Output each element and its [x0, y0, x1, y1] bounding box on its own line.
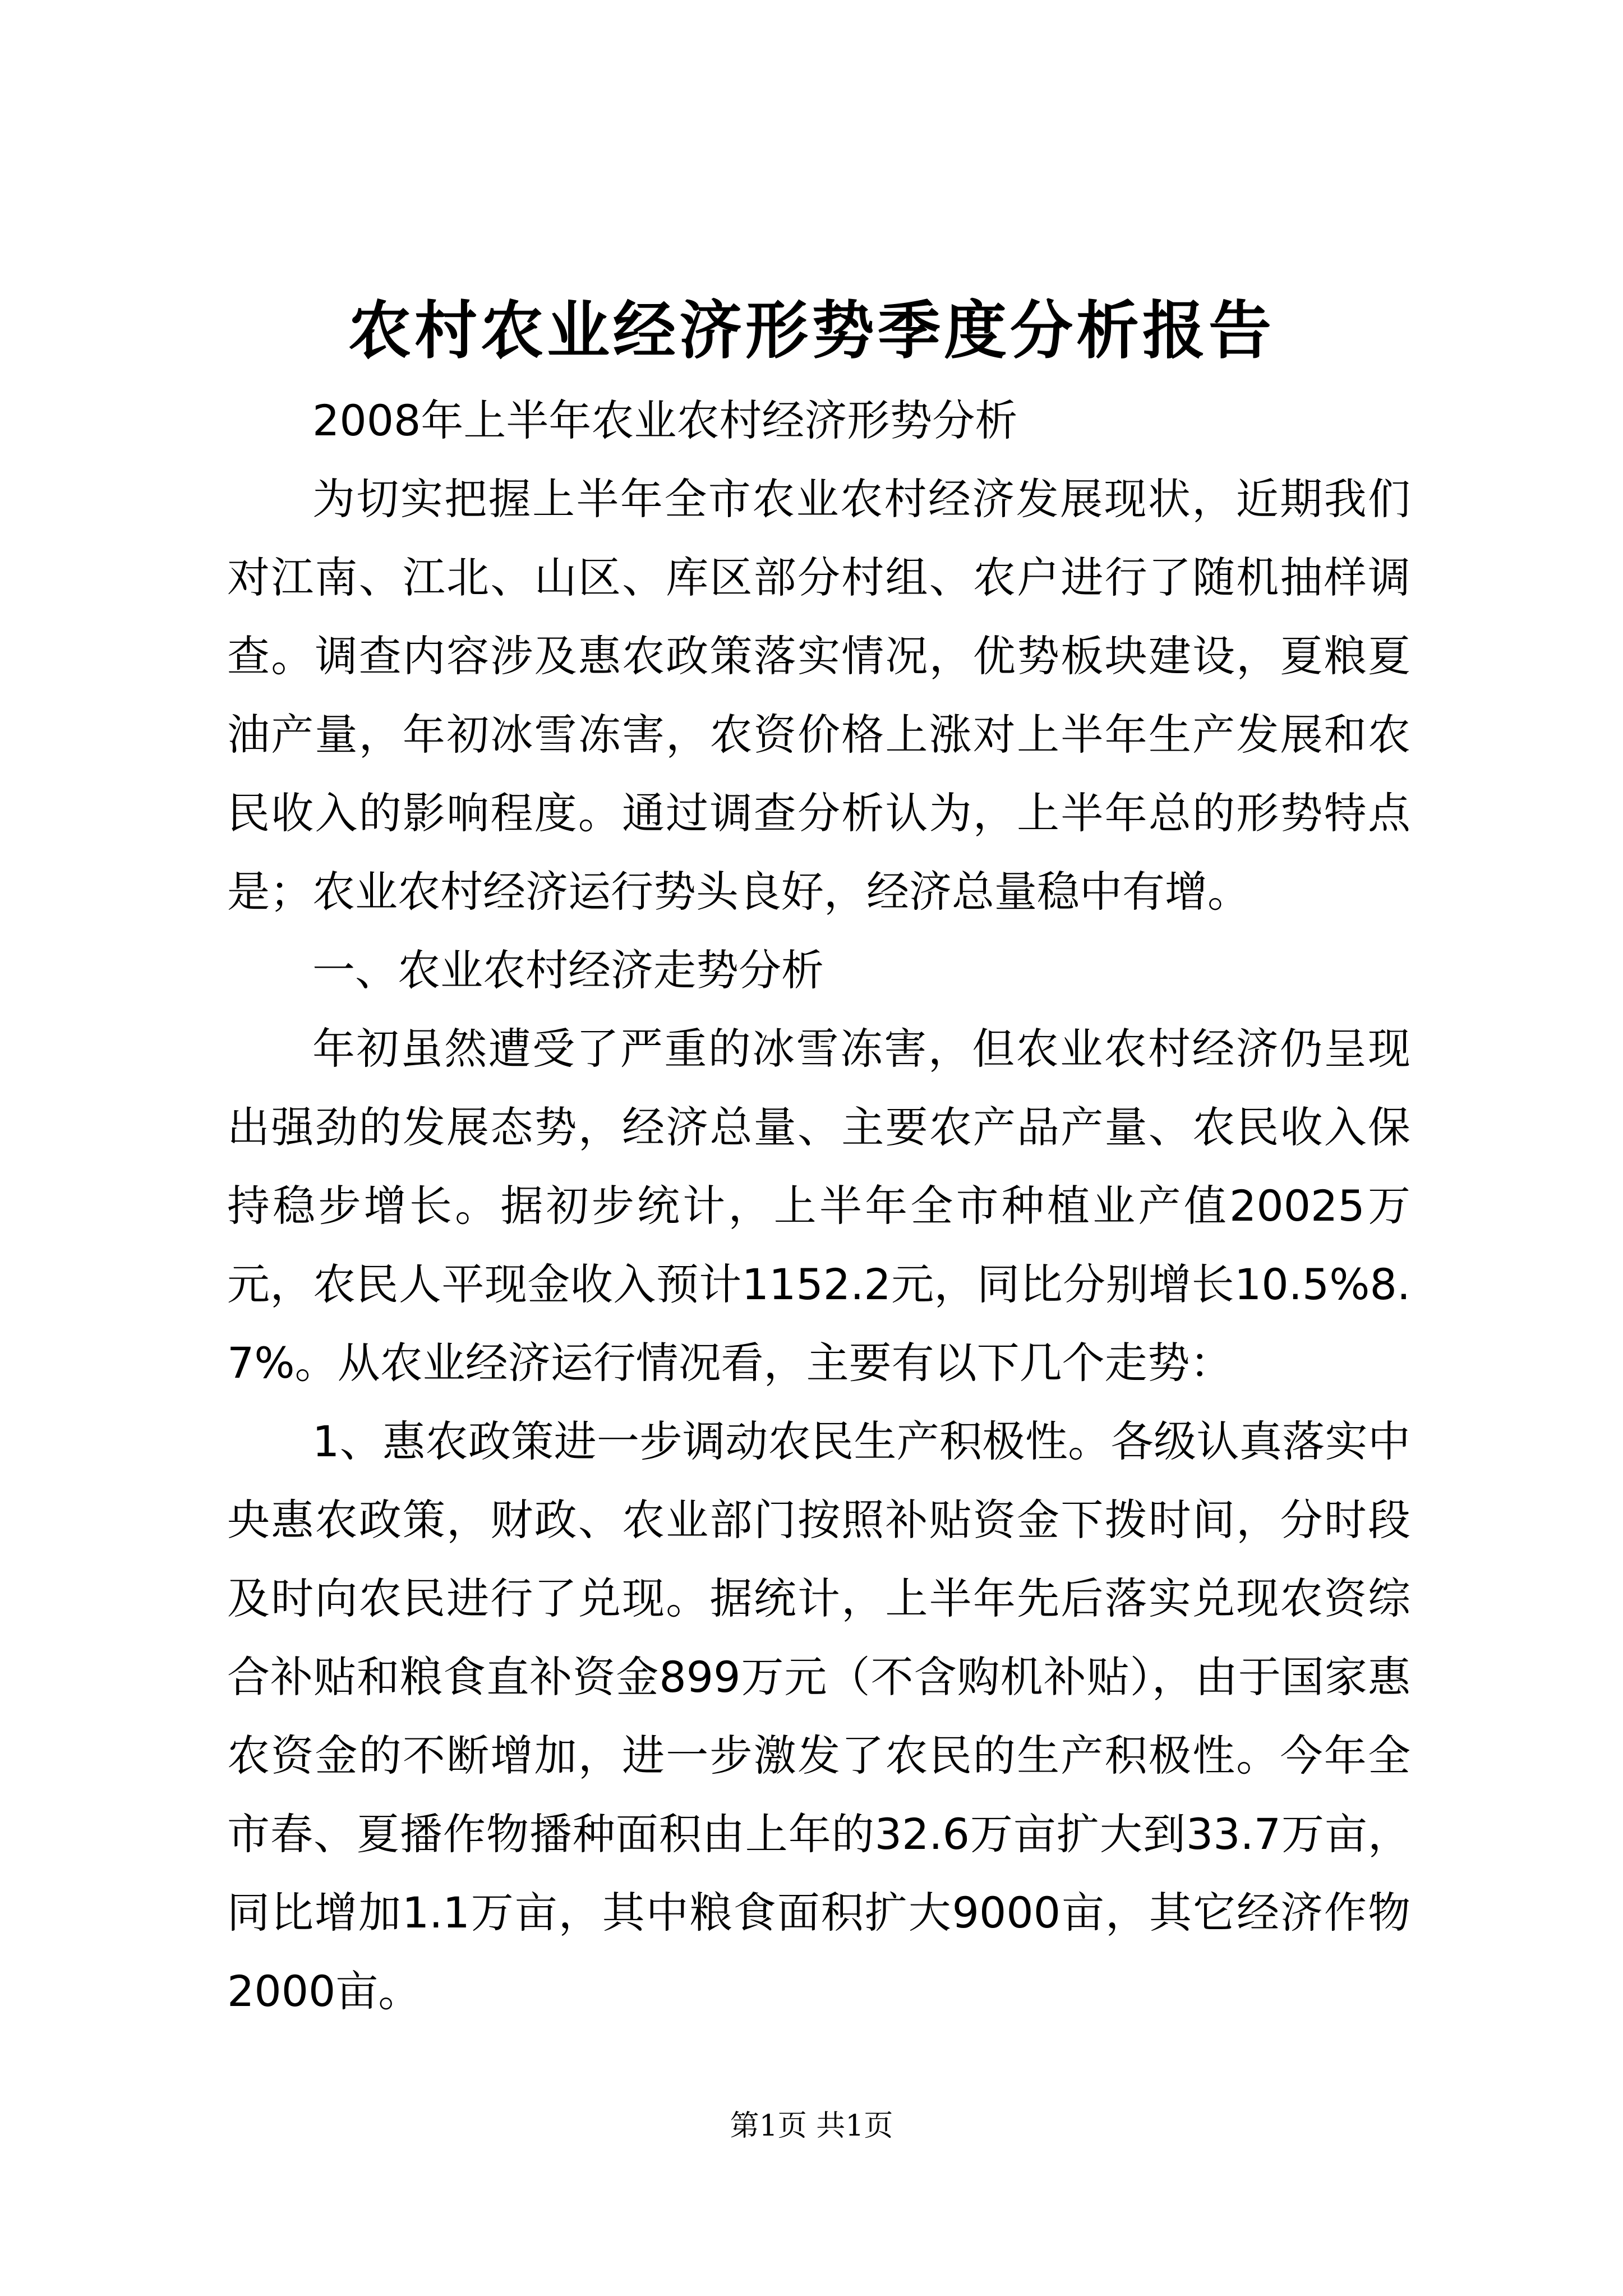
section-heading: 一、农业农村经济走势分析: [312, 945, 824, 995]
page-footer: 第1页 共1页: [730, 2109, 893, 2143]
intro-paragraph: 为切实把握上半年全市农业农村经济发展现状，近期我们对江南、江北、山区、库区部分村组、农户进行了随机抽样调查。调查内容涉及惠农政策落实情况，优势板块建设，夏粮夏油产量，年初冰雪冻害，农资价格上涨对上半年生产发展和农民收入的影响程度。通过调查分析认为，上半年总的形势特点是；农业农村经济运行势头良好，经济总量稳中有增。: [227, 474, 1410, 917]
subtitle-paragraph: 2008年上半年农业农村经济形势分析: [312, 395, 1018, 445]
document-body: [227, 381, 1410, 2031]
trend-paragraph: 年初虽然遭受了严重的冰雪冻害，但农业农村经济仍呈现出强劲的发展态势，经济总量、主要农产品产量、农民收入保持稳步增长。据初步统计，上半年全市种植业产值20025万元，农民人平现金收入预计1152.2元，同比分别增长10.5%8.7%。从农业经济运行情况看，主要有以下几个走势：: [227, 1024, 1410, 1388]
document-title: 农村农业经济形势季度分析报告: [348, 294, 1275, 367]
policy-paragraph: 1、惠农政策进一步调动农民生产积极性。各级认真落实中央惠农政策，财政、农业部门按照补贴资金下拨时间，分时段及时向农民进行了兑现。据统计，上半年先后落实兑现农资综合补贴和粮食直补资金899万元（不含购机补贴），由于国家惠农资金的不断增加，进一步激发了农民的生产积极性。今年全市春、夏播作物播种面积由上年的32.6万亩扩大到33.7万亩，同比增加1.1万亩，其中粮食面积扩大9000亩，其它经济作物2000亩。: [227, 1416, 1410, 2016]
